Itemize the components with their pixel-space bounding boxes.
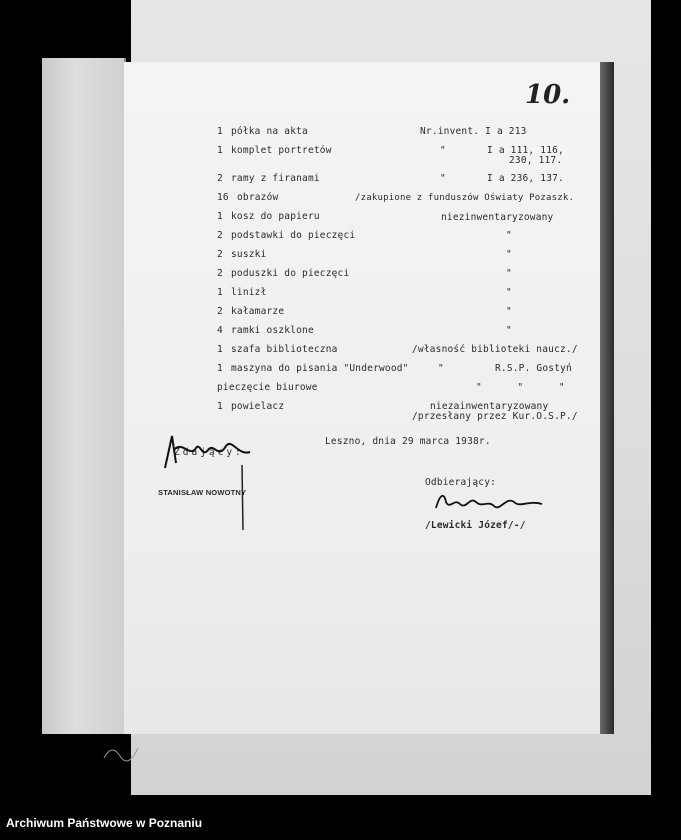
item-name: poduszki do pieczęci — [231, 268, 350, 279]
item-name: szafa biblioteczna — [231, 344, 338, 355]
item-note: " — [506, 268, 512, 279]
item-qty: 2 — [217, 249, 223, 260]
item-ditto: " — [438, 363, 444, 374]
item-note: " — [506, 230, 512, 241]
item-note-continued: /przesłany przez Kur.O.S.P./ — [412, 411, 578, 422]
sheet-edge — [600, 62, 614, 734]
item-name: linizł — [231, 287, 267, 298]
item-name: powielacz — [231, 401, 285, 412]
item-note: Nr.invent. I a 213 — [420, 126, 527, 137]
item-name: komplet portretów — [231, 145, 332, 156]
item-qty: 1 — [217, 145, 223, 156]
item-qty: 4 — [217, 325, 223, 336]
item-note: I a 236, 137. — [487, 173, 564, 184]
item-name: ramy z firanami — [231, 173, 320, 184]
item-name: ramki oszklone — [231, 325, 314, 336]
item-qty: 1 — [217, 287, 223, 298]
item-ditto: " — [440, 173, 446, 184]
place-date: Leszno, dnia 29 marca 1938r. — [325, 436, 491, 447]
item-name: maszyna do pisania "Underwood" — [231, 363, 409, 374]
page-number: 10. — [525, 80, 571, 110]
item-note: " — [506, 287, 512, 298]
pencil-scribble — [102, 738, 142, 768]
item-ditto: " — [440, 145, 446, 156]
left-page-strip — [42, 58, 126, 734]
item-note: niezinwentaryzowany — [441, 212, 554, 223]
item-qty: 1 — [217, 344, 223, 355]
item-qty: 2 — [217, 230, 223, 241]
item-name: pieczęcie biurowe — [217, 382, 318, 393]
item-note-continued: 230, 117. — [509, 155, 563, 166]
item-name: suszki — [231, 249, 267, 260]
handing-over-label: Zdający: — [174, 447, 244, 458]
item-name: półka na akta — [231, 126, 308, 137]
receiving-name: /Lewicki Józef/-/ — [425, 520, 526, 531]
item-name: kosz do papieru — [231, 211, 320, 222]
item-name: podstawki do pieczęci — [231, 230, 356, 241]
item-note: /własność biblioteki naucz./ — [412, 344, 578, 355]
item-note: /zakupione z funduszów Oświaty Pozaszk. — [355, 193, 575, 203]
item-qty: 2 — [217, 306, 223, 317]
item-note: I a 111, 116, — [487, 145, 564, 156]
item-note: " — [506, 249, 512, 260]
archive-footer: Archiwum Państwowe w Poznaniu — [6, 816, 203, 830]
item-qty: 2 — [217, 268, 223, 279]
receiving-signature — [432, 488, 552, 516]
item-qty: 1 — [217, 401, 223, 412]
item-note: R.S.P. Gostyń — [495, 363, 572, 374]
item-note: " — [506, 306, 512, 317]
item-qty: 1 — [217, 126, 223, 137]
item-name: kałamarze — [231, 306, 285, 317]
receiving-label: Odbierający: — [425, 477, 497, 488]
item-qty: 16 — [217, 192, 229, 203]
item-note: " " " — [476, 382, 565, 393]
signature-stroke — [238, 465, 248, 535]
item-note: niezainwentaryzowany — [430, 401, 549, 412]
handing-over-stamp: STANISŁAW NOWOTNY — [158, 488, 247, 497]
item-qty: 1 — [217, 363, 223, 374]
item-qty: 2 — [217, 173, 223, 184]
item-name: obrazów — [237, 192, 279, 203]
item-qty: 1 — [217, 211, 223, 222]
item-note: " — [506, 325, 512, 336]
